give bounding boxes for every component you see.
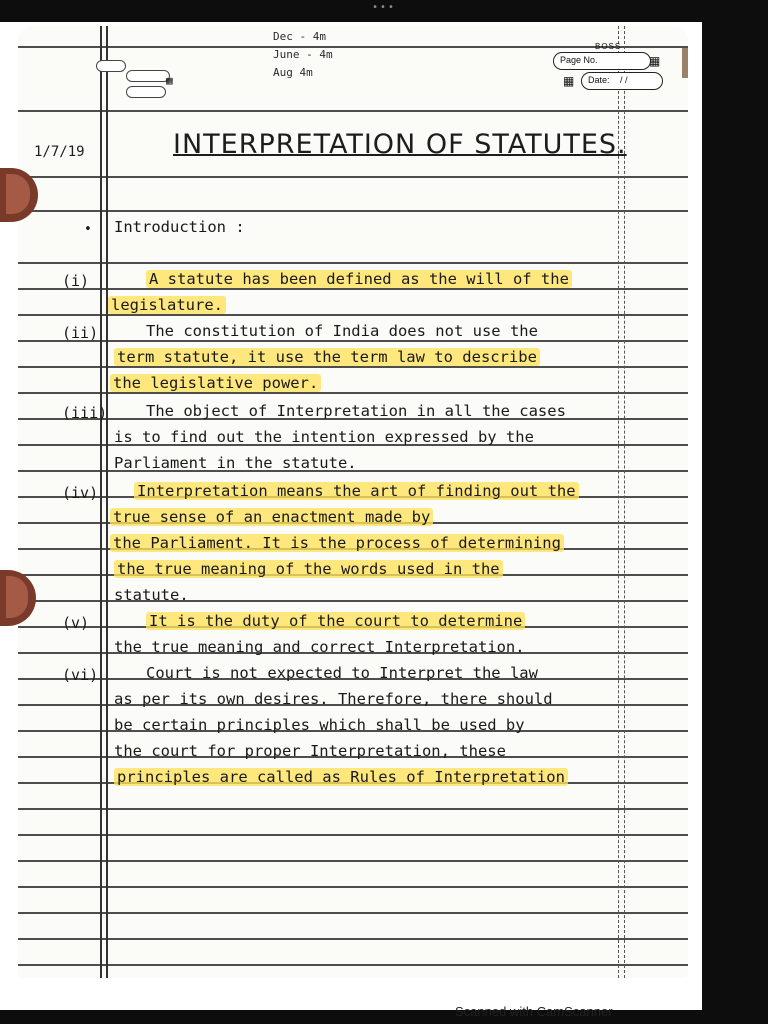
qr-icon: ▦ (166, 74, 173, 87)
point-number: (ii) (62, 324, 99, 342)
margin-line-left-2 (106, 26, 108, 978)
ruled-line (18, 110, 688, 112)
point-line: The constitution of India does not use the (146, 322, 538, 340)
ruled-line (18, 808, 688, 810)
sleeve-edge (682, 48, 688, 78)
ruled-line (18, 176, 688, 178)
ruled-line (18, 262, 688, 264)
top-note: June - 4m (273, 48, 333, 61)
point-number: (vi) (62, 666, 99, 684)
entry-date: 1/7/19 (34, 144, 85, 160)
point-line: is to find out the intention expressed by the (114, 428, 534, 446)
viewer-top-bar (0, 0, 768, 22)
top-note: Dec - 4m (273, 30, 326, 43)
page-title: INTERPRETATION OF STATUTES. (173, 129, 627, 160)
point-line: true sense of an enactment made by (110, 508, 433, 526)
ruled-line (18, 860, 688, 862)
point-line: the true meaning and correct Interpretation. (114, 638, 525, 656)
point-number: (i) (62, 272, 90, 290)
scanned-page (0, 22, 702, 1019)
ruled-line (18, 314, 688, 316)
point-line: legislature. (108, 296, 226, 314)
intro-heading: Introduction : (114, 218, 245, 236)
ruled-line (18, 938, 688, 940)
page-no-label: Page No. (560, 55, 598, 65)
point-number: (v) (62, 614, 90, 632)
point-line: principles are called as Rules of Interpretation (114, 768, 568, 786)
date-value: / / (620, 75, 628, 85)
ruled-line (18, 886, 688, 888)
point-line: be certain principles which shall be used by (114, 716, 525, 734)
stamp-pill (126, 70, 170, 82)
ruled-line (18, 210, 688, 212)
point-line: as per its own desires. Therefore, there should (114, 690, 553, 708)
margin-line-right-2 (624, 26, 625, 978)
ruled-line (18, 964, 688, 966)
qr-icon: ▦ (563, 74, 575, 88)
date-label: Date: (588, 75, 610, 85)
point-line: A statute has been defined as the will of the (146, 270, 572, 288)
stamp-pill (126, 86, 166, 98)
point-number: (iii) (62, 404, 108, 422)
stamp-pill (96, 60, 126, 72)
camscanner-watermark: Scanned with CamScanner (455, 1004, 613, 1019)
point-line: the true meaning of the words used in the (114, 560, 503, 578)
page-number-box (553, 42, 663, 98)
margin-line-right (618, 26, 619, 978)
page-no-field (553, 52, 651, 70)
top-note: Aug 4m (273, 66, 313, 79)
ruled-line (18, 288, 688, 290)
date-field (581, 72, 663, 90)
ruled-line (18, 366, 688, 368)
bullet-icon: • (84, 222, 92, 237)
fingernail (6, 174, 30, 214)
point-line: term statute, it use the term law to describe (114, 348, 540, 366)
notebook-page (18, 26, 688, 978)
point-line: Interpretation means the art of finding out the (134, 482, 579, 500)
point-line: the Parliament. It is the process of determining (110, 534, 564, 552)
menu-dots-icon[interactable]: ••• (372, 2, 396, 13)
ruled-line (18, 834, 688, 836)
point-number: (iv) (62, 484, 99, 502)
fingernail (6, 576, 28, 618)
brand-label: BOSS (595, 42, 622, 51)
point-line: statute. (114, 586, 189, 604)
point-line: the court for proper Interpretation, these (114, 742, 506, 760)
point-line: the legislative power. (110, 374, 321, 392)
qr-icon: ▦ (649, 54, 661, 68)
ruled-line (18, 912, 688, 914)
top-notes (273, 28, 333, 82)
stamp-left (96, 56, 181, 106)
point-line: Parliament in the statute. (114, 454, 357, 472)
point-line: It is the duty of the court to determine (146, 612, 525, 630)
ruled-line (18, 340, 688, 342)
point-line: The object of Interpretation in all the cases (146, 402, 566, 420)
ruled-line (18, 392, 688, 394)
point-line: Court is not expected to Interpret the law (146, 664, 538, 682)
margin-line-left (100, 26, 102, 978)
